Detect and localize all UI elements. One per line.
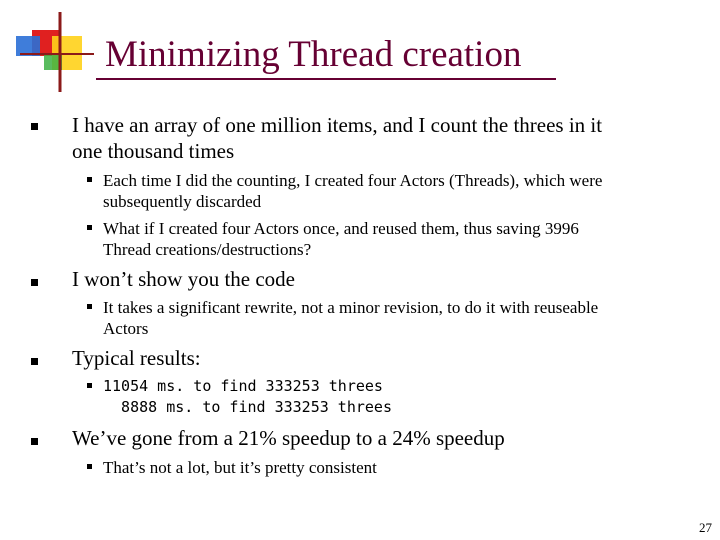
sub-bullet-marker: [87, 177, 92, 182]
sub-bullet-4-1-line-1: That’s not a lot, but it’s pretty consistent: [103, 458, 377, 477]
sub-bullet-1-1-line-2: subsequently discarded: [103, 192, 262, 211]
page-number: 27: [699, 520, 712, 535]
sub-bullet-2-1-line-2: Actors: [103, 319, 149, 338]
slide-logo: [14, 10, 94, 94]
title-underline: [96, 78, 556, 80]
sub-bullet-marker: [87, 383, 92, 388]
bullet-marker: [31, 438, 38, 445]
bullet-1-line-2: one thousand times: [72, 139, 235, 163]
sub-bullet-2-1-line-1: It takes a significant rewrite, not a minor revision, to do it with reuseable: [103, 298, 599, 317]
bullet-marker: [31, 123, 38, 130]
bullet-marker: [31, 358, 38, 365]
bullet-1-line-1: I have an array of one million items, and I count the threes in it: [72, 113, 603, 137]
sub-bullet-1-2-line-1: What if I created four Actors once, and reused them, thus saving 3996: [103, 219, 579, 238]
sub-bullet-marker: [87, 464, 92, 469]
bullet-3-line-1: Typical results:: [72, 346, 201, 370]
sub-bullet-1-2-line-2: Thread creations/destructions?: [103, 240, 312, 259]
sub-bullet-marker: [87, 304, 92, 309]
sub-bullet-marker: [87, 225, 92, 230]
bullet-2-line-1: I won’t show you the code: [72, 267, 295, 291]
result-line-1: 11054 ms. to find 333253 threes: [103, 377, 383, 395]
bullet-4-line-1: We’ve gone from a 21% speedup to a 24% speedup: [72, 426, 505, 450]
slide-title: Minimizing Thread creation: [105, 34, 522, 75]
result-line-2: 8888 ms. to find 333253 threes: [103, 398, 392, 416]
sub-bullet-1-1-line-1: Each time I did the counting, I created four Actors (Threads), which were: [103, 171, 603, 190]
bullet-marker: [31, 279, 38, 286]
